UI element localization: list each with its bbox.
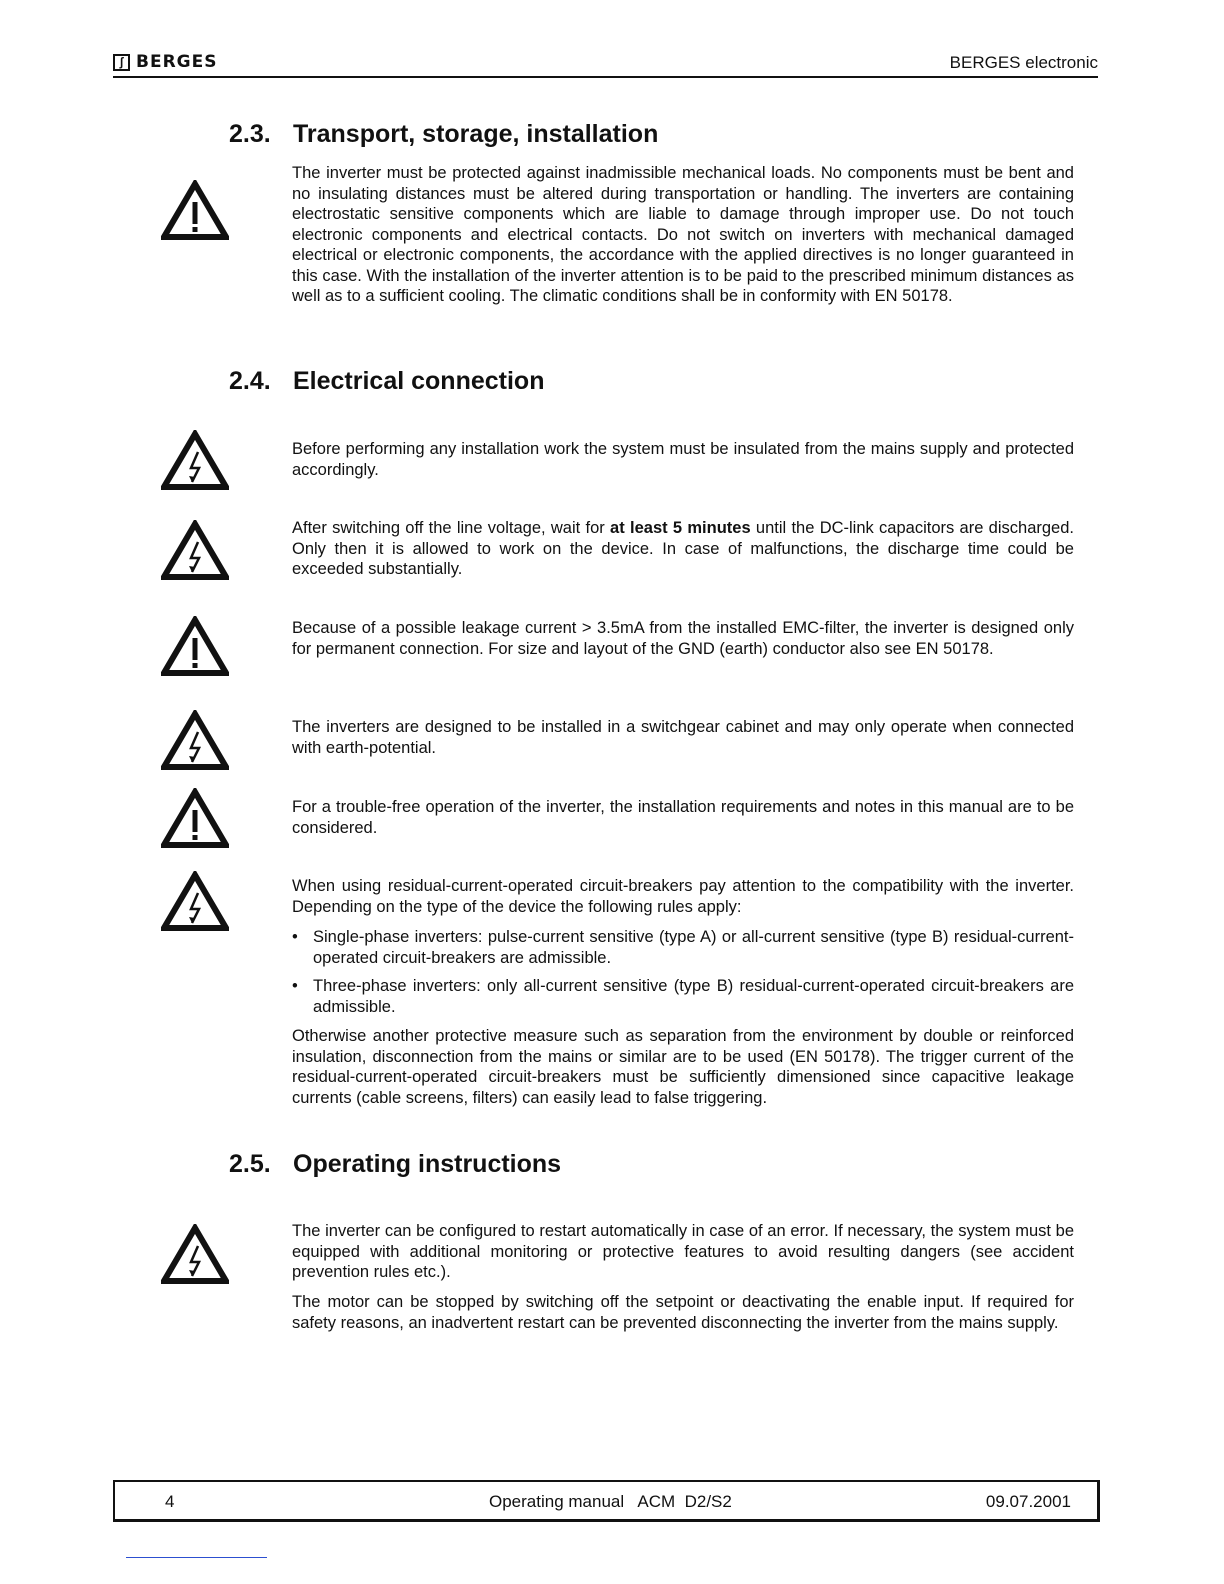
footer-date: 09.07.2001	[985, 1492, 1071, 1511]
header-company: BERGES electronic	[949, 53, 1098, 72]
section-title: Transport, storage, installation	[293, 120, 659, 148]
page-header	[113, 50, 1098, 78]
bullet-marker: •	[292, 928, 298, 946]
rcd-paragraph: When using residual-current-operated circuit-breakers pay attention to the compatibility with the inverter. Depending on the type of the device the following rules apply:	[292, 877, 1074, 916]
discharge-text-start: After switching off the line voltage, wait for	[292, 519, 611, 537]
section-title: Operating instructions	[293, 1150, 562, 1178]
section-number: 2.3.	[229, 120, 271, 148]
discharge-time-emphasis: at least 5 minutes	[610, 519, 751, 537]
section-2-4-heading	[229, 367, 544, 396]
section-number: 2.5.	[229, 1150, 271, 1178]
list-item	[292, 976, 1074, 1017]
installation-notes-paragraph: For a trouble-free operation of the inverter, the installation requirements and notes in this manual are to be considered.	[292, 798, 1074, 837]
switchgear-paragraph: The inverters are designed to be installed in a switchgear cabinet and may only operate when connected with earth-potential.	[292, 718, 1074, 757]
high-voltage-warning-icon	[161, 710, 229, 772]
transport-paragraph: The inverter must be protected against inadmissible mechanical loads. No components must be bent and no insulating distances must be altered during transportation or handling. The inverters are containing electrostatic sensitive components which are liable to damage through improper use. Do not touch electronic components and electrical contacts. Do not switch on inverters with mechanical damaged electrical or electronic components, the accordance with the applied directives is no longer guaranteed in this case. With the installation of the inverter attention is to be paid to the prescribed minimum distances as well as to a sufficient cooling. The climatic conditions shall be in conformity with EN 50178.	[292, 164, 1074, 305]
link-underline[interactable]	[126, 1557, 267, 1558]
section-title: Electrical connection	[293, 367, 545, 395]
warning-exclamation-icon	[161, 788, 229, 850]
three-phase-rule: Three-phase inverters: only all-current sensitive (type B) residual-current-operated circuit-breakers are admissible.	[313, 977, 1074, 1016]
insulation-paragraph: Before performing any installation work the system must be insulated from the mains supply and protected accordingly.	[292, 440, 1074, 479]
high-voltage-warning-icon	[161, 520, 229, 582]
berges-logo-mark: ʃ	[113, 54, 130, 71]
bullet-marker: •	[292, 977, 298, 995]
single-phase-rule: Single-phase inverters: pulse-current sensitive (type A) or all-current sensitive (type B) residual-current-operated circuit-breakers are admissible.	[313, 928, 1074, 967]
berges-brand-text: BERGES	[136, 52, 218, 72]
discharge-paragraph	[292, 518, 1074, 580]
section-number: 2.4.	[229, 367, 271, 395]
discharge-text-end: until the DC-link capacitors are discharged. Only then it is allowed to work on the device. In case of malfunctions, the discharge time could be exceeded substantially.	[292, 519, 1074, 578]
list-item	[292, 927, 1074, 968]
protective-measure-paragraph: Otherwise another protective measure such as separation from the environment by double or reinforced insulation, disconnection from the mains or similar are to be used (EN 50178). The trigger current of the residual-current-operated circuit-breakers must be sufficiently dimensioned since capacitive leakage currents (cable screens, filters) can easily lead to false triggering.	[292, 1027, 1074, 1107]
high-voltage-warning-icon	[161, 871, 229, 933]
auto-restart-paragraph: The inverter can be configured to restart automatically in case of an error. If necessary, the system must be equipped with additional monitoring or protective features to avoid resulting dangers (see accident prevention rules etc.).	[292, 1222, 1074, 1281]
section-2-5-heading	[229, 1150, 561, 1179]
high-voltage-warning-icon	[161, 1224, 229, 1286]
berges-logo	[113, 52, 217, 72]
section-2-3-heading	[229, 120, 658, 149]
warning-exclamation-icon	[161, 180, 229, 242]
footer-manual-title: Operating manual ACM D2/S2	[489, 1492, 732, 1511]
warning-exclamation-icon	[161, 616, 229, 678]
high-voltage-warning-icon	[161, 430, 229, 492]
page-number: 4	[165, 1492, 175, 1511]
motor-stop-paragraph: The motor can be stopped by switching off the setpoint or deactivating the enable input. If required for safety reasons, an inadvertent restart can be prevented disconnecting the inverter from the mains supply.	[292, 1293, 1074, 1332]
leakage-current-paragraph: Because of a possible leakage current > 3.5mA from the installed EMC-filter, the inverter is designed only for permanent connection. For size and layout of the GND (earth) conductor also see EN 50178.	[292, 619, 1074, 658]
page-footer	[113, 1480, 1100, 1522]
